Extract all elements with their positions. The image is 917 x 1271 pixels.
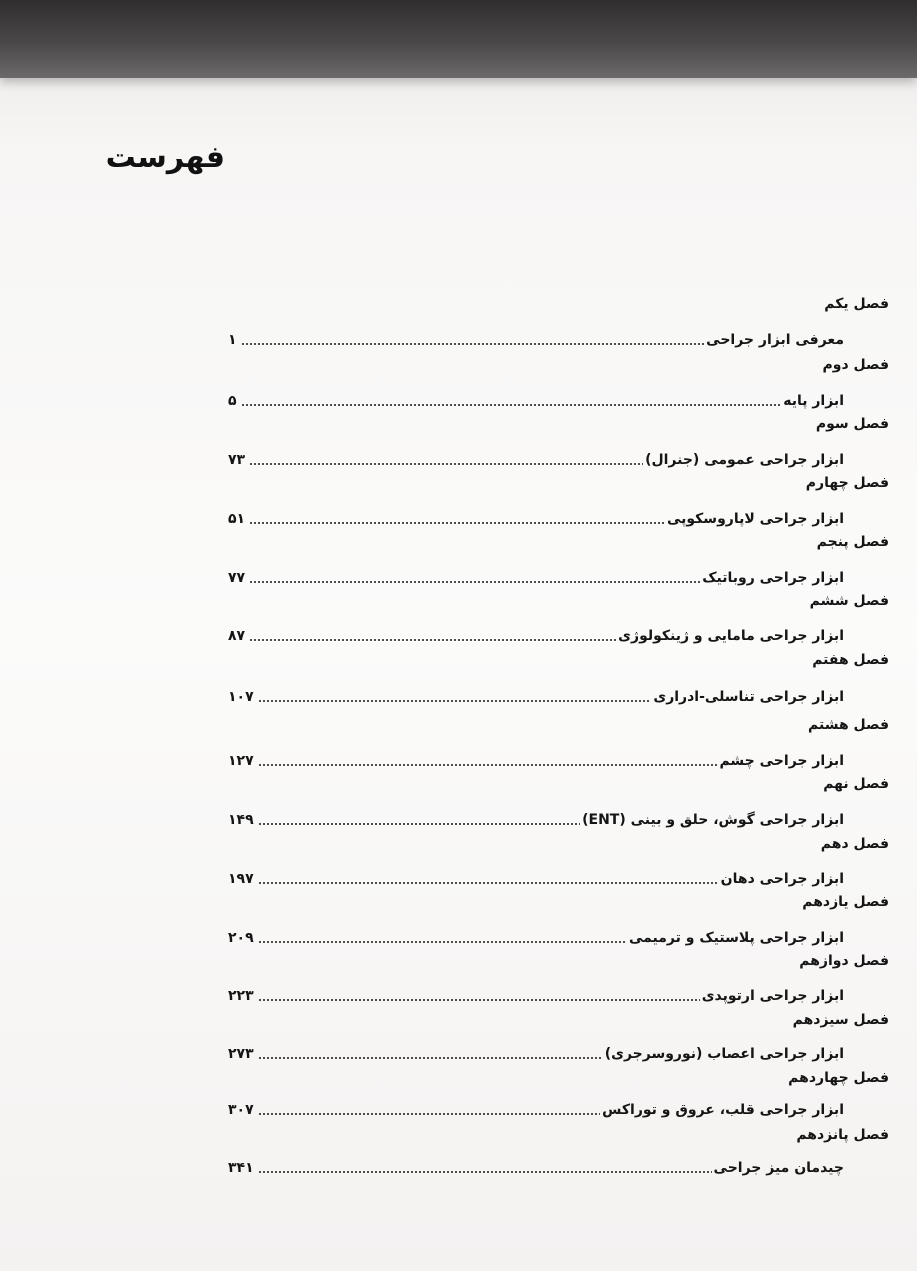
toc-entry-page-number: ۲۲۳ [228, 988, 254, 1004]
toc-entry-page-number: ۲۰۹ [228, 930, 254, 946]
toc-entry-page-number: ۱۴۹ [228, 812, 254, 828]
toc-entry[interactable] [228, 566, 844, 588]
toc-entry-page-number: ۳۰۷ [228, 1102, 254, 1118]
toc-chapter-heading: فصل سوم [815, 416, 889, 432]
toc-entry-page-number: ۳۴۱ [228, 1160, 254, 1176]
toc-chapter-heading: فصل چهارم [805, 475, 889, 491]
toc-chapter-heading: فصل دوم [822, 357, 889, 373]
toc-entry[interactable] [228, 389, 844, 411]
toc-entry[interactable] [228, 624, 844, 646]
toc-chapter-heading: فصل یازدهم [802, 894, 889, 910]
toc-entry[interactable] [228, 507, 844, 529]
toc-entry[interactable] [228, 328, 844, 350]
toc-entry[interactable] [228, 1042, 844, 1064]
dot-leader [258, 998, 700, 1002]
toc-entry-title: ابزار جراحی چشم [719, 753, 844, 769]
toc-entry-page-number: ۷۳ [228, 452, 246, 468]
toc-entry-page-number: ۵۱ [228, 511, 246, 527]
toc-entry[interactable] [228, 1098, 844, 1120]
dot-leader [258, 699, 652, 703]
toc-entry-title: ابزار پایه [783, 393, 844, 409]
toc-chapter-heading: فصل هشتم [808, 717, 889, 733]
toc-entry-title: ابزار جراحی روباتیک [702, 570, 844, 586]
toc-entry-title: معرفی ابزار جراحی [706, 332, 844, 348]
toc-entry[interactable] [228, 867, 844, 889]
toc-entry-title: ابزار جراحی تناسلی-ادراری [653, 689, 844, 705]
toc-entry-page-number: ۷۷ [228, 570, 246, 586]
toc-entry-title: چیدمان میز جراحی [713, 1160, 844, 1176]
toc-entry[interactable] [228, 448, 844, 470]
dot-leader [258, 1170, 712, 1174]
toc-entry-title: ابزار جراحی دهان [720, 871, 844, 887]
toc-entry-page-number: ۱۲۷ [228, 753, 254, 769]
page-title: فهرست [105, 140, 225, 175]
dot-leader [258, 763, 718, 767]
dot-leader [241, 342, 705, 346]
toc-chapter-heading: فصل هفتم [812, 652, 889, 668]
toc-chapter-heading: فصل ششم [809, 593, 889, 609]
dot-leader [249, 521, 665, 525]
toc-entry-title: ابزار جراحی مامایی و ژینکولوژی [618, 628, 844, 644]
dot-leader [249, 580, 700, 584]
toc-entry-title: ابزار جراحی لاپاروسکوپی [666, 511, 844, 527]
toc-entry[interactable] [228, 808, 844, 830]
toc-chapter-heading: فصل سیزدهم [792, 1012, 889, 1028]
toc-entry-title: ابزار جراحی قلب، عروق و توراکس [602, 1102, 844, 1118]
toc-chapter-heading: فصل چهاردهم [788, 1070, 889, 1086]
toc-entry-title: ابزار جراحی عمومی (جنرال) [645, 452, 844, 468]
toc-entry-title: ابزار جراحی ارتوپدی [701, 988, 844, 1004]
toc-entry[interactable] [228, 685, 844, 707]
dot-leader [258, 1056, 603, 1060]
toc-entry[interactable] [228, 749, 844, 771]
dot-leader [258, 940, 627, 944]
toc-entry[interactable] [228, 984, 844, 1006]
toc-entry-page-number: ۲۷۳ [228, 1046, 254, 1062]
toc-chapter-heading: فصل پانزدهم [796, 1127, 889, 1143]
toc-entry-page-number: ۸۷ [228, 628, 246, 644]
toc-entry-title: ابزار جراحی اعصاب (نوروسرجری) [604, 1046, 844, 1062]
dot-leader [258, 881, 719, 885]
toc-chapter-heading: فصل دوازهم [799, 953, 889, 969]
toc-entry-title: ابزار جراحی پلاستیک و ترمیمی [629, 930, 844, 946]
toc-entry[interactable] [228, 1156, 844, 1178]
dot-leader [249, 462, 643, 466]
toc-entry-page-number: ۵ [228, 393, 237, 409]
toc-chapter-heading: فصل پنجم [816, 534, 889, 550]
dot-leader [241, 403, 782, 407]
toc-entry-page-number: ۱ [228, 332, 237, 348]
dot-leader [258, 1112, 600, 1116]
dot-leader [249, 638, 616, 642]
toc-chapter-heading: فصل یکم [824, 296, 889, 312]
toc-entry-page-number: ۱۹۷ [228, 871, 254, 887]
dot-leader [258, 822, 580, 826]
toc-chapter-heading: فصل نهم [823, 776, 889, 792]
toc-entry[interactable] [228, 926, 844, 948]
toc-chapter-heading: فصل دهم [820, 836, 889, 852]
toc-entry-page-number: ۱۰۷ [228, 689, 254, 705]
toc-entry-title: ابزار جراحی گوش، حلق و بینی (ENT) [582, 812, 844, 828]
